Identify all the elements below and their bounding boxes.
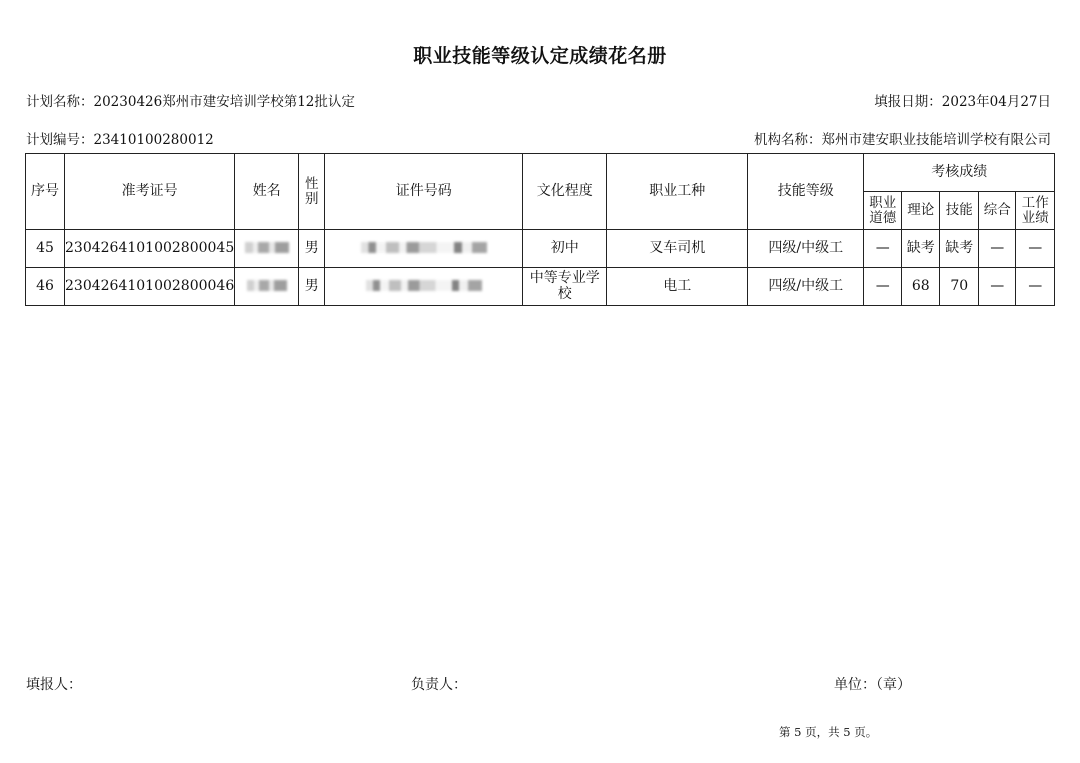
cell-education: 中等专业学校 <box>523 268 607 306</box>
cell-theory: 缺考 <box>902 230 940 268</box>
cell-skill-level: 四级/中级工 <box>748 230 864 268</box>
cell-gender: 男 <box>299 230 325 268</box>
cell-name-redacted <box>235 268 299 306</box>
plan-name: 计划名称：20230426郑州市建安培训学校第12批认定 <box>26 94 355 110</box>
plan-number: 计划编号：23410100280012 <box>26 132 214 148</box>
table-row <box>26 230 1055 268</box>
cell-work-performance: — <box>1016 230 1055 268</box>
header-ethics: 职业道德 <box>864 192 902 230</box>
document-title: 职业技能等级认定成绩花名册 <box>413 45 667 67</box>
org-name: 机构名称：郑州市建安职业技能培训学校有限公司 <box>754 132 1051 148</box>
cell-job-type: 电工 <box>607 268 748 306</box>
header-seq: 序号 <box>26 154 65 230</box>
cell-overall: — <box>979 268 1016 306</box>
score-roster-table <box>25 153 1055 306</box>
header-name: 姓名 <box>235 154 299 230</box>
header-scores: 考核成绩 <box>864 154 1055 192</box>
fill-date: 填报日期：2023年04月27日 <box>874 94 1051 110</box>
cell-seq: 46 <box>26 268 65 306</box>
cell-gender: 男 <box>299 268 325 306</box>
cell-education: 初中 <box>523 230 607 268</box>
cell-ethics: — <box>864 268 902 306</box>
header-cert-id: 证件号码 <box>325 154 523 230</box>
header-education: 文化程度 <box>523 154 607 230</box>
table-row <box>26 268 1055 306</box>
cell-skill: 缺考 <box>940 230 979 268</box>
cell-name-redacted <box>235 230 299 268</box>
cell-exam-id: 2304264101002800045 <box>65 230 235 268</box>
header-theory: 理论 <box>902 192 940 230</box>
cell-skill: 70 <box>940 268 979 306</box>
footer-reporter: 填报人： <box>26 677 82 693</box>
cell-work-performance: — <box>1016 268 1055 306</box>
page-number: 第 5 页，共 5 页。 <box>779 725 878 739</box>
header-work-performance: 工作业绩 <box>1016 192 1055 230</box>
header-skill: 技能 <box>940 192 979 230</box>
footer-responsible: 负责人： <box>411 677 467 693</box>
cell-skill-level: 四级/中级工 <box>748 268 864 306</box>
header-exam-id: 准考证号 <box>65 154 235 230</box>
header-job-type: 职业工种 <box>607 154 748 230</box>
cell-seq: 45 <box>26 230 65 268</box>
header-skill-level: 技能等级 <box>748 154 864 230</box>
cell-exam-id: 2304264101002800046 <box>65 268 235 306</box>
header-overall: 综合 <box>979 192 1016 230</box>
cell-theory: 68 <box>902 268 940 306</box>
cell-ethics: — <box>864 230 902 268</box>
cell-cert-id-redacted <box>325 230 523 268</box>
cell-overall: — <box>979 230 1016 268</box>
footer-unit-seal: 单位：（章） <box>834 677 911 693</box>
cell-job-type: 叉车司机 <box>607 230 748 268</box>
header-gender: 性别 <box>299 154 325 230</box>
cell-cert-id-redacted <box>325 268 523 306</box>
